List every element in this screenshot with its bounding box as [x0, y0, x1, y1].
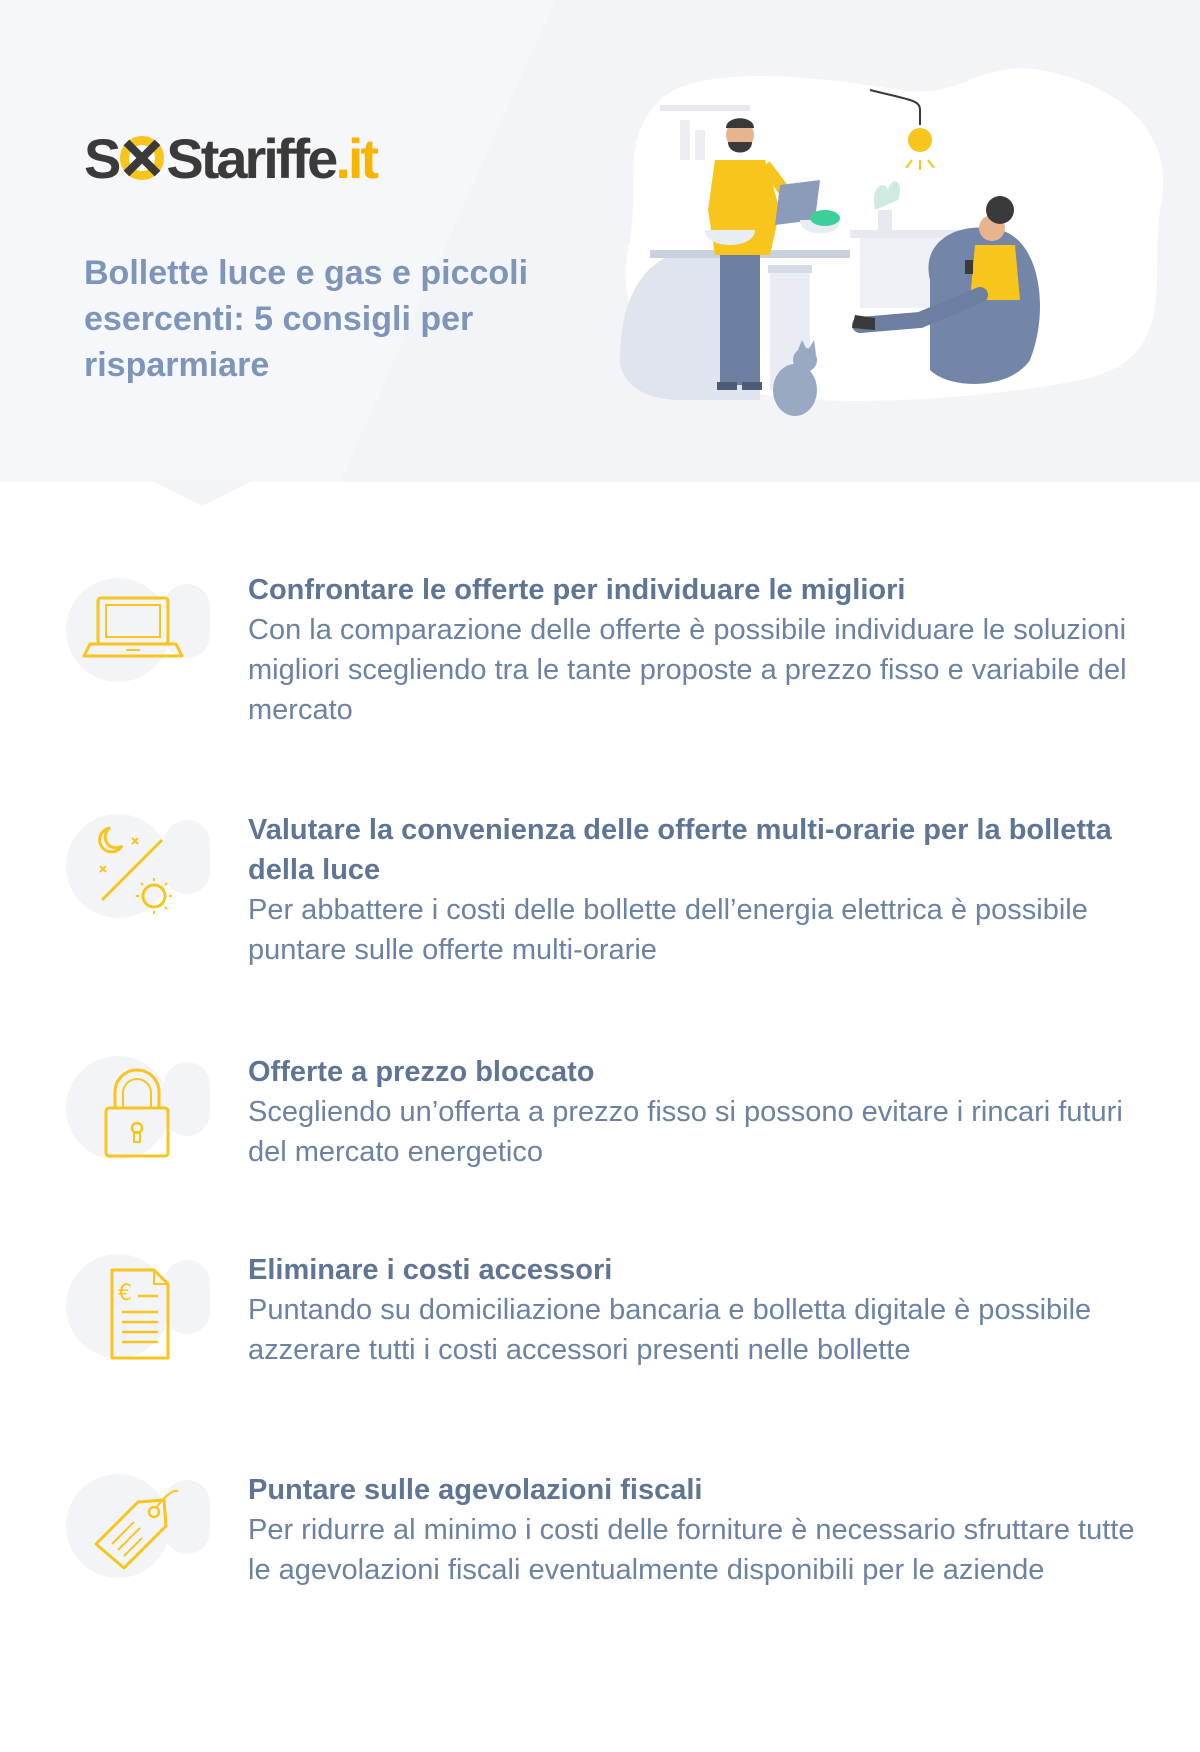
page-title: Bollette luce e gas e piccoli esercenti: 5 consigli per risparmiare [84, 254, 529, 384]
logo-word-tariffe: tariffe [200, 126, 336, 190]
tip-description: Puntando su domiciliazione bancaria e bolletta digitale è possibile azzerare tutti i costi accessori presenti nelle bollette [248, 1294, 1092, 1366]
tip-title: Puntare sulle agevolazioni fiscali [248, 1474, 703, 1506]
tip-description: Con la comparazione delle offerte è possibile individuare le soluzioni migliori scegliendo tra le tante proposte a prezzo fisso e variabile del mercato [248, 614, 1127, 726]
tip-title: Offerte a prezzo bloccato [248, 1056, 595, 1088]
laptop-icon [82, 582, 192, 682]
logo-domain: .it [335, 126, 377, 190]
lifebuoy-icon [120, 136, 164, 180]
euro-document-icon [82, 1258, 192, 1368]
home-scene-illustration [620, 60, 1180, 420]
header-pointer [150, 480, 254, 506]
header-banner [0, 0, 1200, 482]
day-night-icon [82, 818, 192, 928]
tip-description: Scegliendo un’offerta a prezzo fisso si possono evitare i rincari futuri del mercato energetico [248, 1096, 1123, 1168]
sostariffe-logo [84, 118, 376, 198]
tip-description: Per abbattere i costi delle bollette dell’energia elettrica è possibile puntare sulle offerte multi-orarie [248, 894, 1088, 966]
tip-icon-container [64, 1052, 214, 1172]
tip-description: Per ridurre al minimo i costi delle forniture è necessario sfruttare tutte le agevolazioni fiscali eventualmente disponibili per le aziende [248, 1514, 1135, 1586]
svg-text:€: € [118, 1281, 132, 1306]
tip-icon-container [64, 1470, 214, 1590]
padlock-icon [82, 1060, 192, 1170]
tip-title: Eliminare i costi accessori [248, 1254, 613, 1286]
tip-icon-container [64, 1250, 214, 1370]
logo-letter-s2: S [166, 126, 201, 190]
logo-letter-s: S [84, 126, 119, 190]
tip-title: Confrontare le offerte per individuare le migliori [248, 574, 906, 606]
price-tag-icon [82, 1478, 192, 1588]
tip-title: Valutare la convenienza delle offerte multi-orarie per la bolletta della luce [248, 814, 1112, 886]
tip-icon-container [64, 574, 214, 694]
tip-icon-container [64, 810, 214, 930]
